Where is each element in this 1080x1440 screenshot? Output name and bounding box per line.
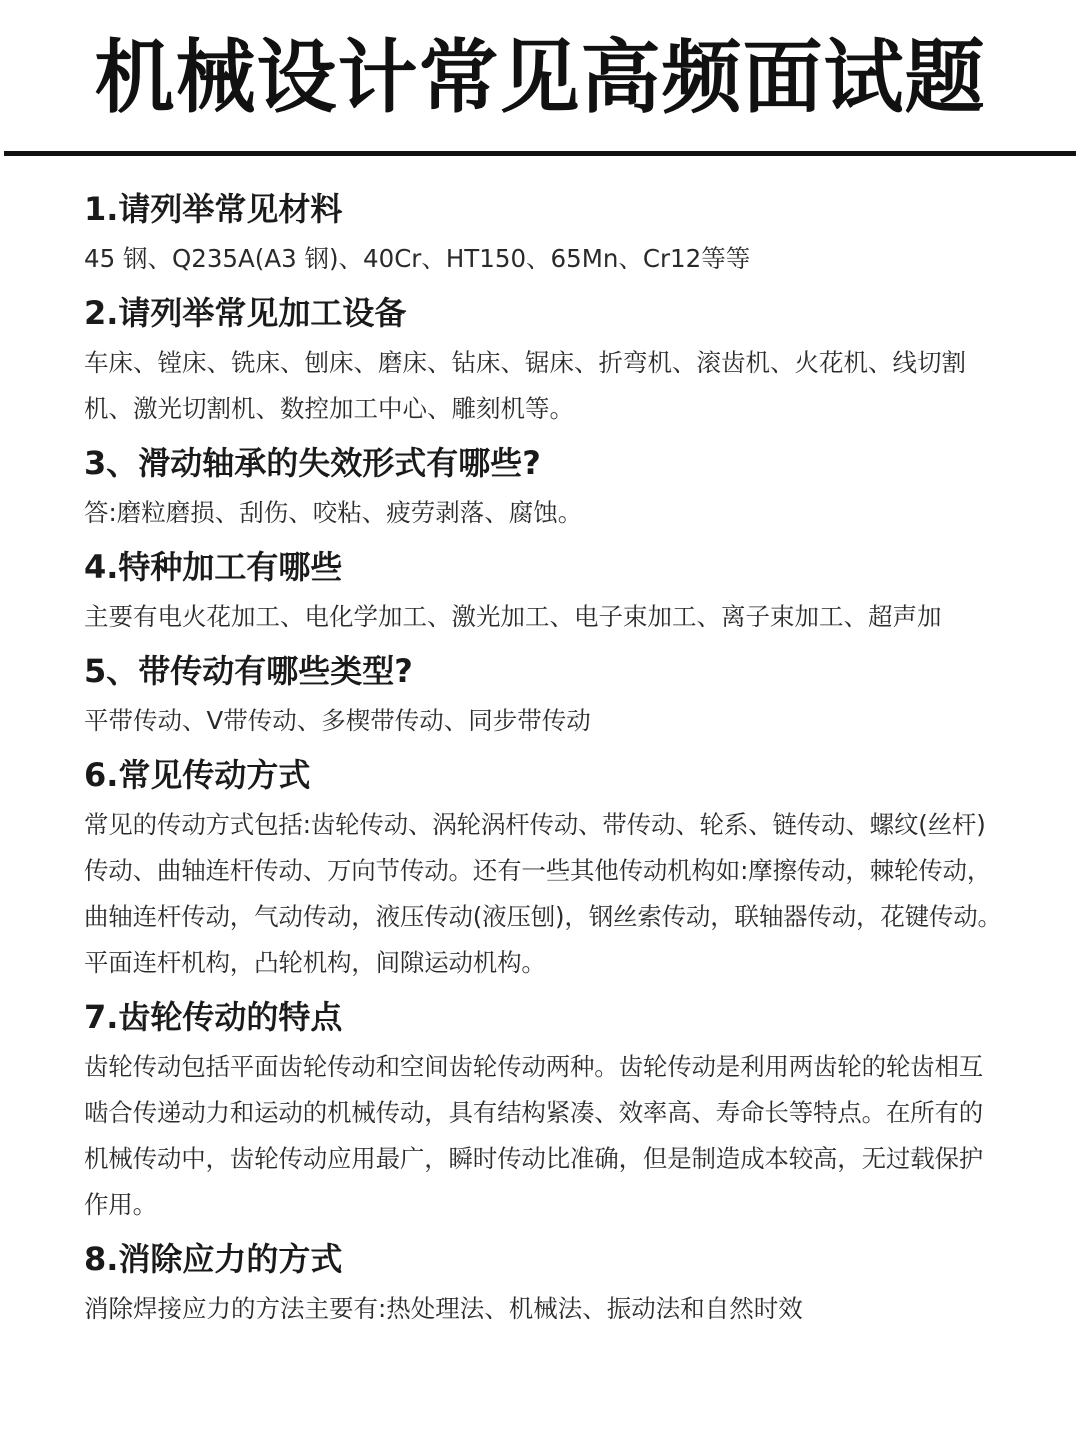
question-section-4 (84, 540, 1004, 640)
question-section-6 (84, 748, 1004, 986)
title-divider (4, 151, 1076, 156)
question-heading: 6.常见传动方式 (84, 756, 311, 794)
question-answer: 消除焊接应力的方法主要有:热处理法、机械法、振动法和自然时效 (84, 1294, 803, 1323)
question-heading: 2.请列举常见加工设备 (84, 294, 407, 332)
question-heading: 1.请列举常见材料 (84, 190, 343, 228)
question-section-5 (84, 644, 1004, 744)
question-heading: 3、滑动轴承的失效形式有哪些? (84, 444, 541, 482)
question-section-3 (84, 436, 1004, 536)
question-answer: 主要有电火花加工、电化学加工、激光加工、电子束加工、离子束加工、超声加 (84, 602, 942, 631)
question-heading: 8.消除应力的方式 (84, 1240, 343, 1278)
question-heading: 7.齿轮传动的特点 (84, 998, 343, 1036)
question-section-7 (84, 990, 1004, 1228)
question-answer: 45 钢、Q235A(A3 钢)、40Cr、HT150、65Mn、Cr12等等 (84, 244, 751, 273)
question-answer: 常见的传动方式包括:齿轮传动、涡轮涡杆传动、带传动、轮系、链传动、螺纹(丝杆)传动、曲轴连杆传动、万向节传动。还有一些其他传动机构如:摩擦传动，棘轮传动，曲轴连杆传动，气动传动，液压传动(液压刨)，钢丝索传动，联轴器传动，花键传动。平面连杆机构，凸轮机构，间隙运动机构。 (84, 810, 1002, 977)
question-section-1 (84, 182, 1004, 282)
question-section-8 (84, 1232, 1004, 1332)
question-heading: 4.特种加工有哪些 (84, 548, 343, 586)
question-answer: 平带传动、V带传动、多楔带传动、同步带传动 (84, 706, 591, 735)
question-section-2 (84, 286, 1004, 432)
question-heading: 5、带传动有哪些类型? (84, 652, 413, 690)
question-answer: 车床、镗床、铣床、刨床、磨床、钻床、锯床、折弯机、滚齿机、火花机、线切割机、激光切割机、数控加工中心、雕刻机等。 (84, 348, 966, 423)
question-answer: 答:磨粒磨损、刮伤、咬粘、疲劳剥落、腐蚀。 (84, 498, 583, 527)
question-answer: 齿轮传动包括平面齿轮传动和空间齿轮传动两种。齿轮传动是利用两齿轮的轮齿相互啮合传递动力和运动的机械传动，具有结构紧凑、效率高、寿命长等特点。在所有的机械传动中，齿轮传动应用最广，瞬时传动比准确，但是制造成本较高，无过载保护作用。 (84, 1052, 984, 1219)
question-list (84, 182, 1004, 1336)
page-title: 机械设计常见高频面试题 (94, 31, 986, 124)
